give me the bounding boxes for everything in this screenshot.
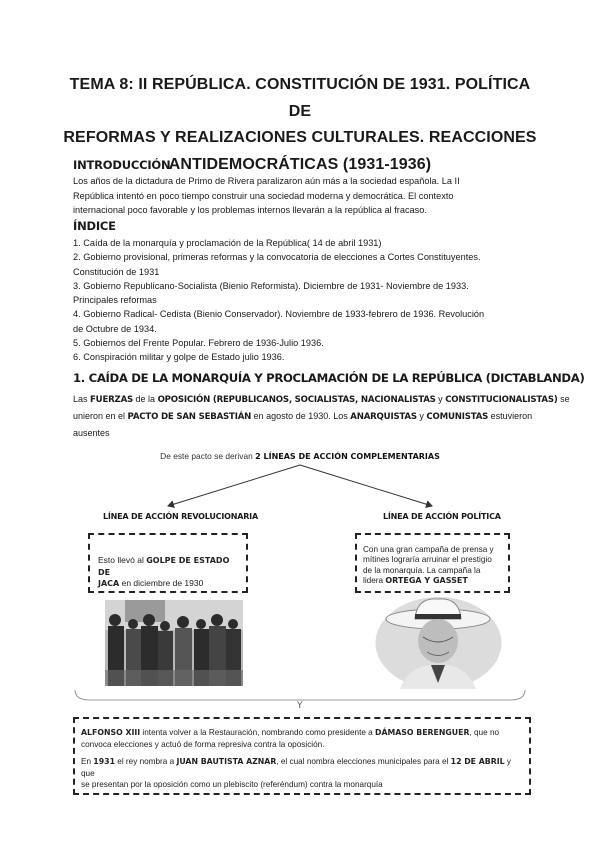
right-branch-label: LÍNEA DE ACCIÓN POLÍTICA [383, 512, 501, 521]
title-line-1: TEMA 8: II REPÚBLICA. CONSTITUCIÓN DE 1931. POLÍTICA DE [69, 76, 531, 120]
title-line-3: ANTIDEMOCRÁTICAS (1931-1936) [168, 155, 432, 173]
text: Las [73, 394, 91, 404]
text-bold: 12 DE ABRIL [450, 757, 505, 766]
text: y [416, 411, 427, 421]
text: , el cual nombra elecciones municipales para el [276, 757, 451, 766]
text: Con una gran campaña de prensa y [363, 545, 494, 554]
text: se presentan por la oposición como un plebiscito (referéndum) contra la monarquía [81, 780, 383, 789]
text-bold: CONSTITUCIONALISTAS) [445, 395, 558, 405]
text: , que no [469, 728, 500, 737]
intro-heading: INTRODUCCIÓN [73, 158, 171, 172]
right-dashbox [355, 533, 510, 593]
text: intenta volver a la Restauración, nombrando como presidente a [140, 728, 375, 737]
jaca-crowd-photo [105, 600, 243, 686]
text: estuvieron [488, 411, 533, 421]
bracket-mark: Y [297, 701, 303, 711]
intro-line: Los años de la dictadura de Primo de Rivera paralizaron aún más a la sociedad española. La II [73, 176, 460, 186]
text: unieron en el [73, 411, 128, 421]
text: se [557, 394, 570, 404]
text-bold: 1931 [93, 757, 115, 766]
text: y que [81, 757, 511, 778]
intro-line: internacional poco favorable y los problemas internos llevarán a la república al fracaso. [73, 205, 427, 215]
text-bold: ANARQUISTAS [350, 412, 417, 422]
text: mítines lograría arruinar el prestigio [363, 555, 492, 565]
index-heading: ÍNDICE [73, 219, 116, 233]
arrow-left [168, 465, 300, 506]
arrow-right [300, 465, 432, 506]
index-item: 6. Conspiración militar y golpe de Estado julio 1936. [73, 352, 285, 363]
text: en agosto de 1930. Los [251, 411, 351, 421]
index-item: Constitución de 1931 [73, 266, 160, 277]
text-bold: OPOSICIÓN (REPUBLICANOS, SOCIALISTAS, NACIONALISTAS [157, 395, 436, 405]
text: Esto llevó al [98, 555, 147, 565]
text: ausentes [73, 428, 110, 438]
text-bold: ORTEGA Y GASSET [385, 575, 468, 585]
text: convoca elecciones y actuó de forma represiva contra la oposición. [81, 739, 325, 749]
text: y [435, 394, 446, 404]
index-item: Principales reformas [73, 295, 157, 306]
text: En [81, 757, 94, 766]
index-item: 4. Gobierno Radical- Cedista (Bienio Conservador). Noviembre de 1933-febrero de 1936. Revolución [73, 309, 485, 320]
index-item: 1. Caída de la monarquía y proclamación de la República( 14 de abril 1931) [73, 238, 382, 248]
index-item: de Octubre de 1934. [73, 323, 157, 334]
text: De este pacto se derivan [160, 451, 256, 461]
text-bold: ALFONSO XIII [81, 728, 141, 737]
index-item: 3. Gobierno Republicano-Socialista (Bienio Reformista). Diciembre de 1931- Noviembre de 1933. [73, 280, 469, 291]
text: de la monarquía. La campaña la [363, 565, 481, 575]
ortega-portrait [375, 597, 502, 689]
intro-line: República intentó en poco tiempo construir una sociedad moderna y democrática. El contexto [73, 190, 454, 201]
text-bold: JACA [98, 579, 120, 588]
text-bold: DÁMASO BERENGUER [375, 728, 470, 737]
text-bold: PACTO DE SAN SEBASTIÁN [127, 412, 252, 422]
section-1-heading: 1. CAÍDA DE LA MONARQUÍA Y PROCLAMACIÓN DE LA REPÚBLICA (DICTABLANDA) [73, 371, 585, 385]
text: el rey nombra a [115, 757, 177, 766]
text: lidera [363, 575, 386, 585]
left-branch-label: LÍNEA DE ACCIÓN REVOLUCIONARIA [103, 512, 258, 521]
left-dashbox [88, 533, 248, 593]
text-bold: GOLPE DE ESTADO DE [98, 556, 230, 577]
text-bold: 2 LÍNEAS DE ACCIÓN COMPLEMENTARIAS [255, 452, 440, 461]
bottom-dashbox [73, 717, 531, 795]
bracket-line [75, 690, 525, 700]
text: de la [133, 394, 158, 404]
text-bold: JUAN BAUTISTA AZNAR [176, 757, 277, 766]
text: en diciembre de 1930 [119, 578, 204, 588]
index-item: 2. Gobierno provisional, primeras reformas y la convocatoria de elecciones a Cortes Constituyentes. [73, 252, 481, 263]
title-line-2: REFORMAS Y REALIZACIONES CULTURALES. REACCIONES [63, 129, 537, 146]
text-bold: COMUNISTAS [426, 412, 489, 422]
text-bold: FUERZAS [90, 395, 134, 405]
index-item: 5. Gobiernos del Frente Popular. Febrero de 1936-Julio 1936. [73, 338, 324, 349]
